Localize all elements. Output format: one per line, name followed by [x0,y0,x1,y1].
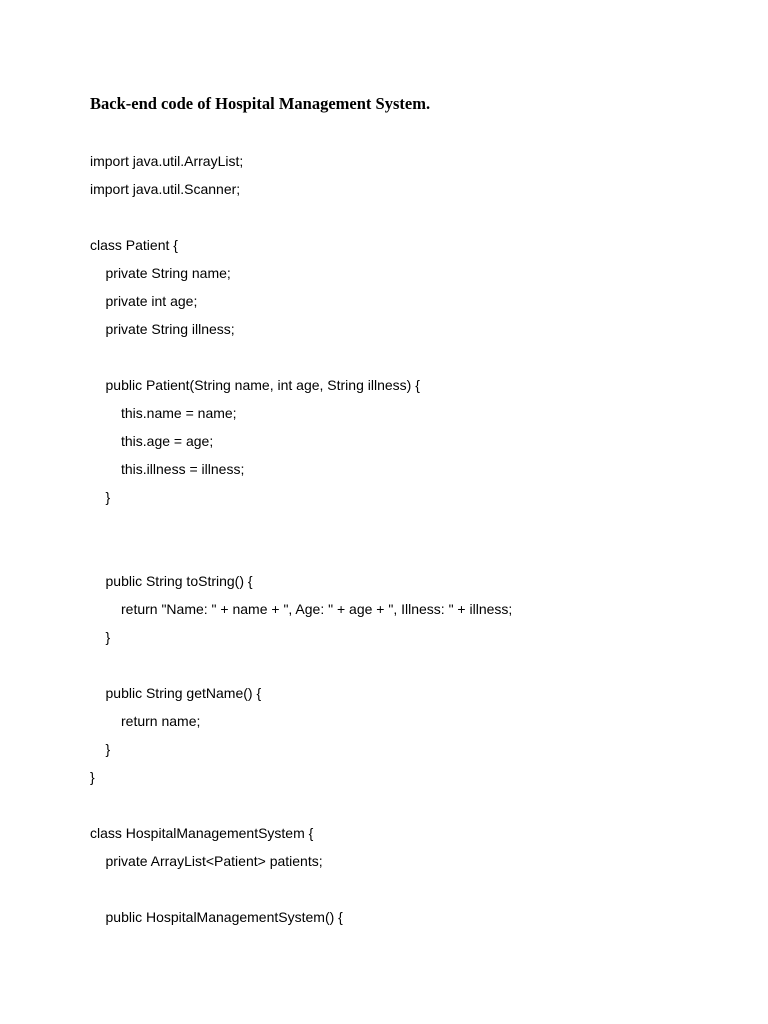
code-line-field-name: private String name; [105,265,231,281]
code-line-import-arraylist: import java.util.ArrayList; [90,153,244,169]
code-line-return-name: return name; [121,713,201,729]
code-line-field-patients: private ArrayList<Patient> patients; [105,853,323,869]
code-line-class-hms: class HospitalManagementSystem { [90,825,314,841]
code-line-class-patient: class Patient { [90,237,178,253]
code-line-assign-name: this.name = name; [121,405,237,421]
code-line-close-getname: } [105,741,111,757]
code-line-close-constructor: } [105,489,111,505]
code-line-constructor: public Patient(String name, int age, String illness) { [105,377,420,393]
code-line-getname: public String getName() { [105,685,262,701]
code-line-close-class-patient: } [90,769,95,785]
code-line-hms-constructor: public HospitalManagementSystem() { [105,909,343,925]
code-line-import-scanner: import java.util.Scanner; [90,181,241,197]
code-line-field-age: private int age; [105,293,198,309]
code-line-close-tostring: } [105,629,111,645]
code-line-tostring: public String toString() { [105,573,253,589]
code-line-field-illness: private String illness; [105,321,235,337]
code-line-assign-age: this.age = age; [121,433,214,449]
code-line-assign-illness: this.illness = illness; [121,461,245,477]
document-title: Back-end code of Hospital Management System. [90,94,431,113]
code-line-return-string: return "Name: " + name + ", Age: " + age + ", Illness: " + illness; [121,601,513,617]
